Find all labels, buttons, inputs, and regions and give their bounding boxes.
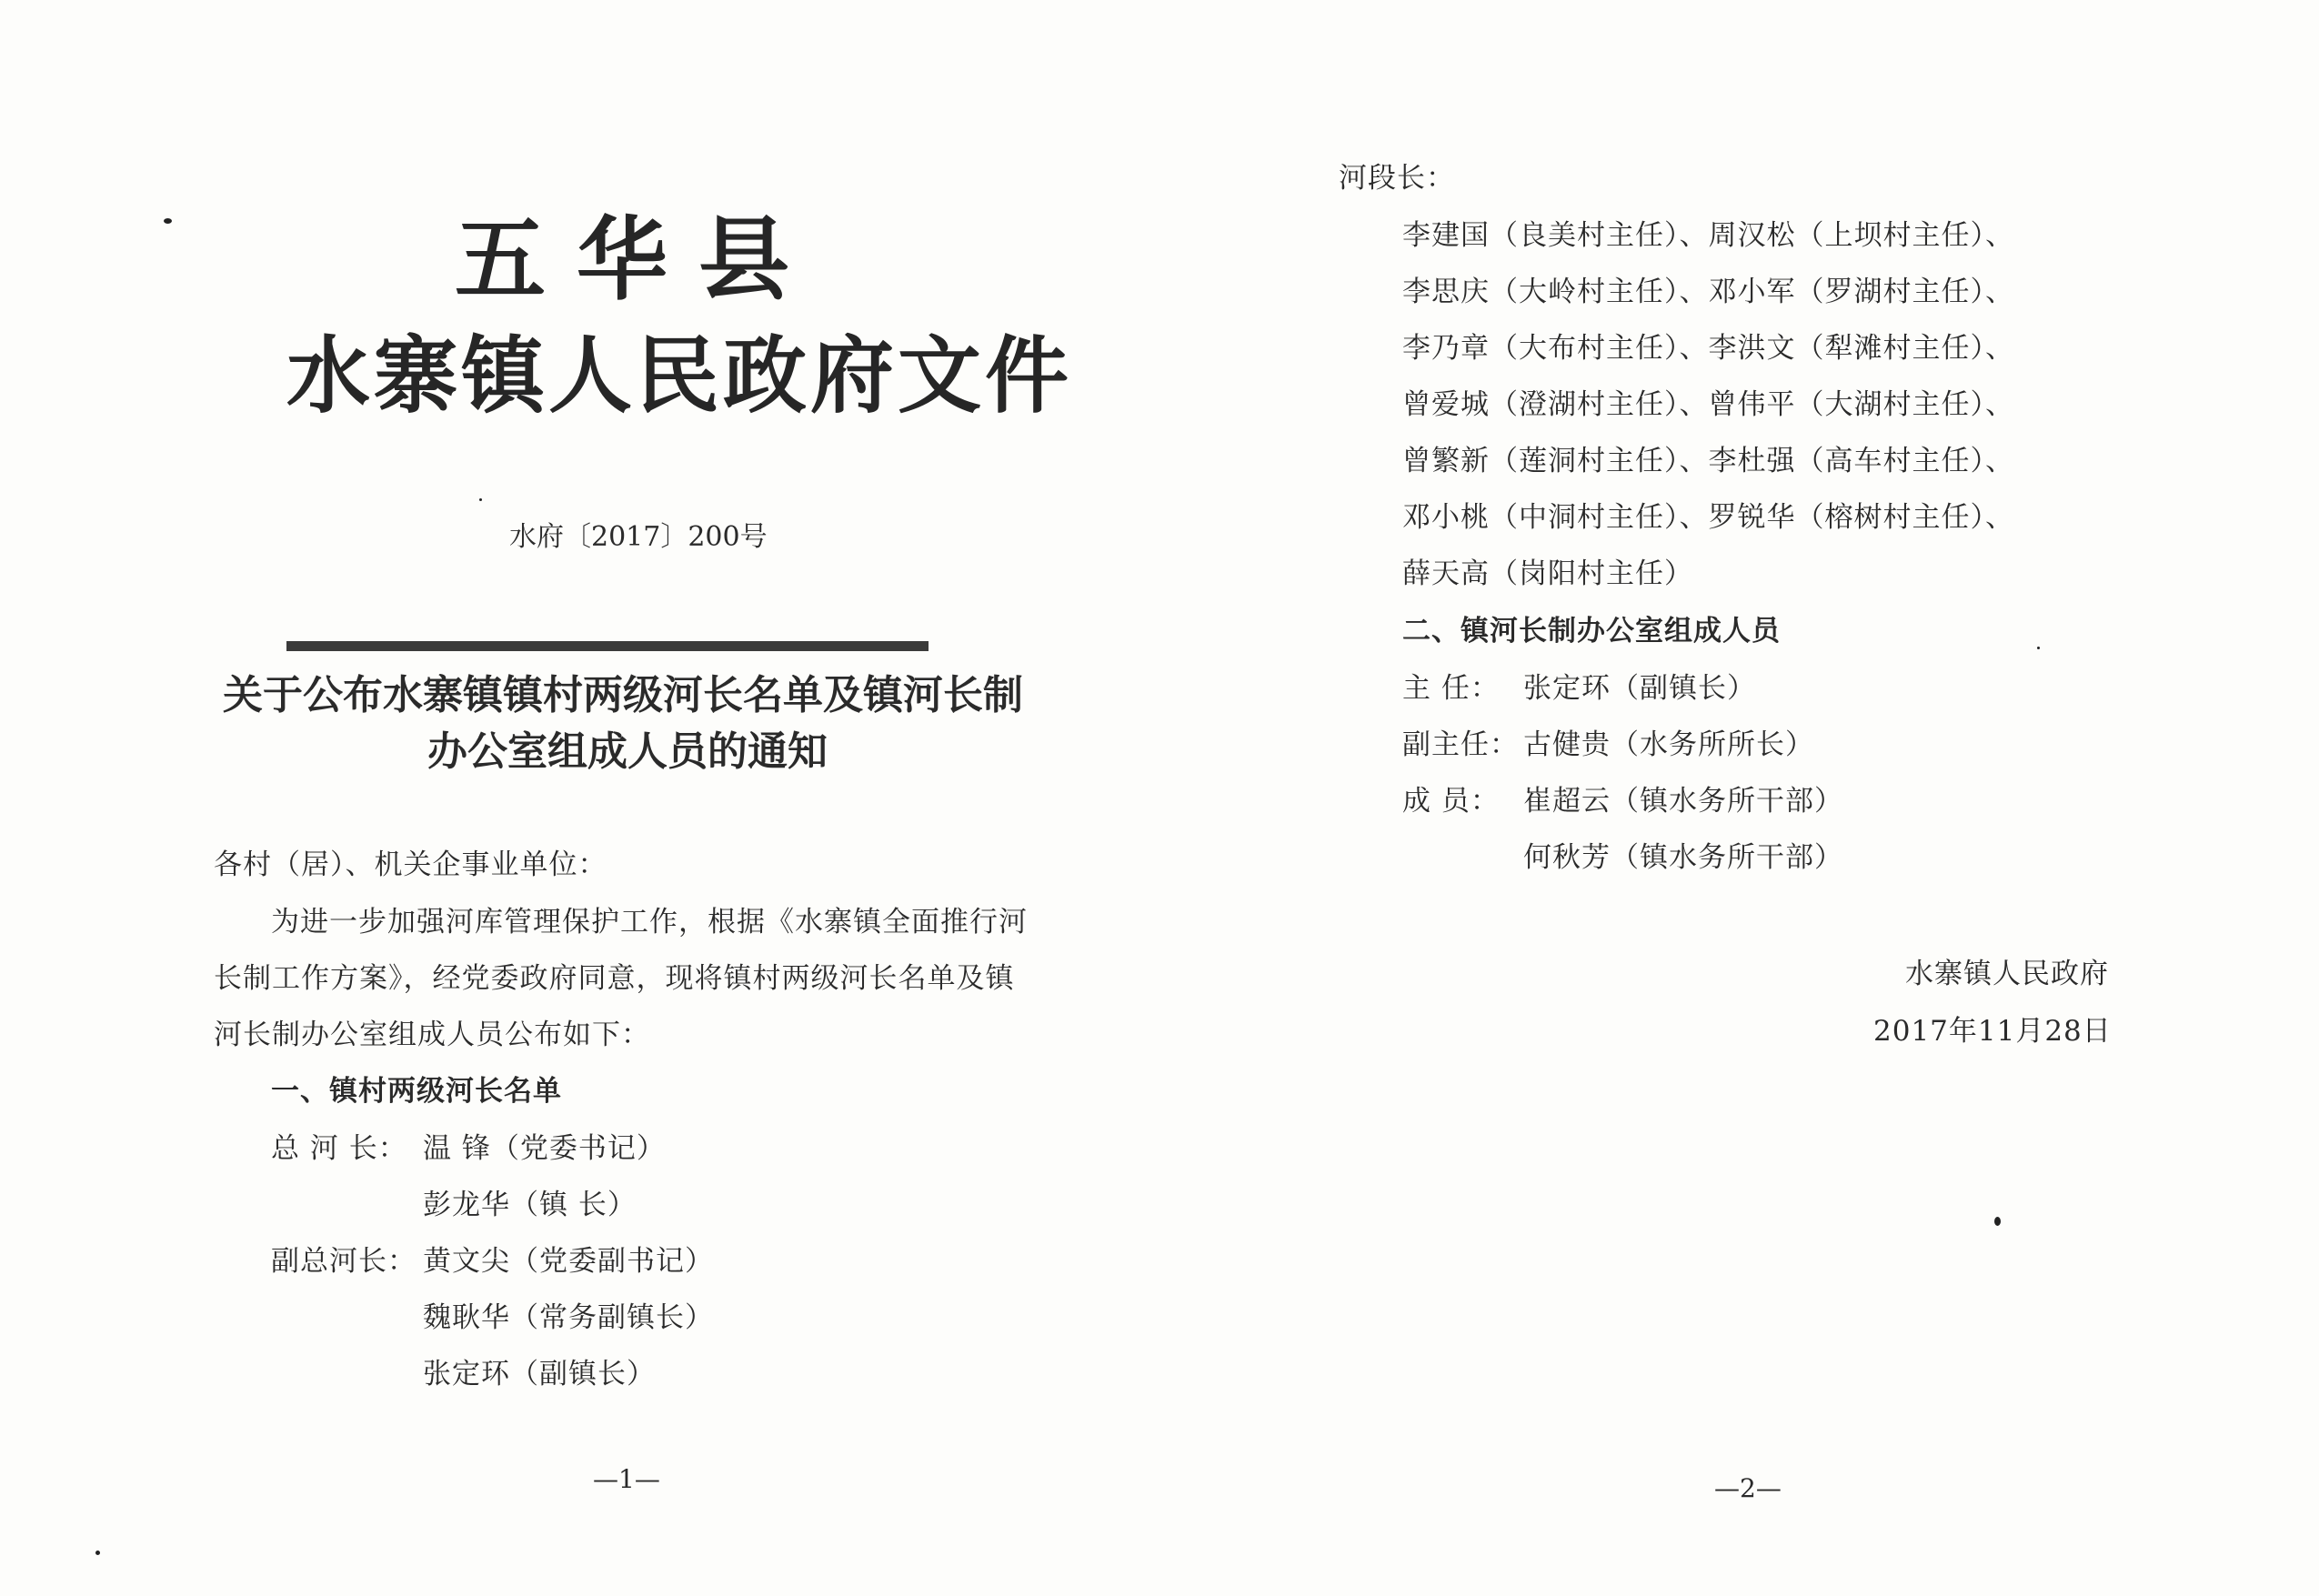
deputy-chief-name-3: 张定环（副镇长） — [423, 1358, 656, 1390]
section-head-line-4: 曾爱城（澄湖村主任）、曾伟平（大湖村主任）、 — [1402, 388, 2014, 421]
page-number-2: —2— — [1714, 1473, 1782, 1503]
intro-line-3: 河长制办公室组成人员公布如下： — [214, 1019, 650, 1051]
scan-speck — [1994, 1217, 2001, 1226]
director-label: 主 任： — [1402, 672, 1500, 705]
signature-date: 2017年11月28日 — [1873, 1015, 2112, 1048]
section-1-heading: 一、镇村两级河长名单 — [271, 1075, 562, 1108]
notice-title-line-2: 办公室组成人员的通知 — [427, 728, 828, 775]
signature-org: 水寨镇人民政府 — [1905, 958, 2109, 990]
deputy-director-label: 副主任： — [1402, 728, 1519, 761]
header-rule — [286, 641, 929, 651]
scan-speck — [164, 218, 172, 224]
salutation: 各村（居）、机关企事业单位： — [214, 848, 607, 881]
deputy-chief-label: 副总河长： — [271, 1245, 417, 1278]
deputy-chief-name-2: 魏耿华（常务副镇长） — [423, 1301, 714, 1334]
chief-label: 总 河 长： — [271, 1132, 407, 1165]
members-label: 成 员： — [1402, 785, 1500, 818]
county-name: 五华县 — [455, 206, 820, 313]
section-2-heading: 二、镇河长制办公室组成人员 — [1402, 615, 1781, 647]
deputy-chief-name-1: 黄文尖（党委副书记） — [423, 1245, 714, 1278]
page-2 — [1160, 0, 2319, 1596]
director-name: 张定环（副镇长） — [1523, 672, 1756, 705]
chief-name-1: 温 锋（党委书记） — [423, 1132, 666, 1165]
scan-speck — [479, 498, 482, 501]
intro-line-2: 长制工作方案》，经党委政府同意，现将镇村两级河长名单及镇 — [214, 962, 1015, 995]
scan-speck — [2037, 647, 2040, 649]
document-number: 水府〔2017〕200号 — [509, 521, 768, 553]
issuer-title: 水寨镇人民政府文件 — [286, 326, 1073, 425]
section-head-line-3: 李乃章（大布村主任）、李洪文（犁滩村主任）、 — [1402, 332, 2014, 365]
section-head-line-6: 邓小桃（中洞村主任）、罗锐华（榕树村主任）、 — [1402, 501, 2014, 534]
section-head-line-2: 李思庆（大岭村主任）、邓小军（罗湖村主任）、 — [1402, 276, 2014, 308]
deputy-director-name: 古健贵（水务所所长） — [1523, 728, 1814, 761]
scan-speck — [95, 1551, 100, 1555]
section-heads-label: 河段长： — [1339, 162, 1455, 195]
member-name-2: 何秋芳（镇水务所干部） — [1523, 841, 1843, 874]
section-head-line-7: 薛天高（岗阳村主任） — [1402, 557, 1693, 590]
intro-line-1: 为进一步加强河库管理保护工作，根据《水寨镇全面推行河 — [271, 906, 1028, 939]
member-name-1: 崔超云（镇水务所干部） — [1523, 785, 1843, 818]
page-number-1: —1— — [593, 1464, 660, 1494]
notice-title-line-1: 关于公布水寨镇镇村两级河长名单及镇河长制 — [223, 672, 1023, 718]
section-head-line-5: 曾繁新（莲洞村主任）、李杜强（高车村主任）、 — [1402, 445, 2014, 477]
chief-name-2: 彭龙华（镇 长） — [423, 1189, 637, 1221]
section-head-line-1: 李建国（良美村主任）、周汉松（上坝村主任）、 — [1402, 219, 2014, 252]
